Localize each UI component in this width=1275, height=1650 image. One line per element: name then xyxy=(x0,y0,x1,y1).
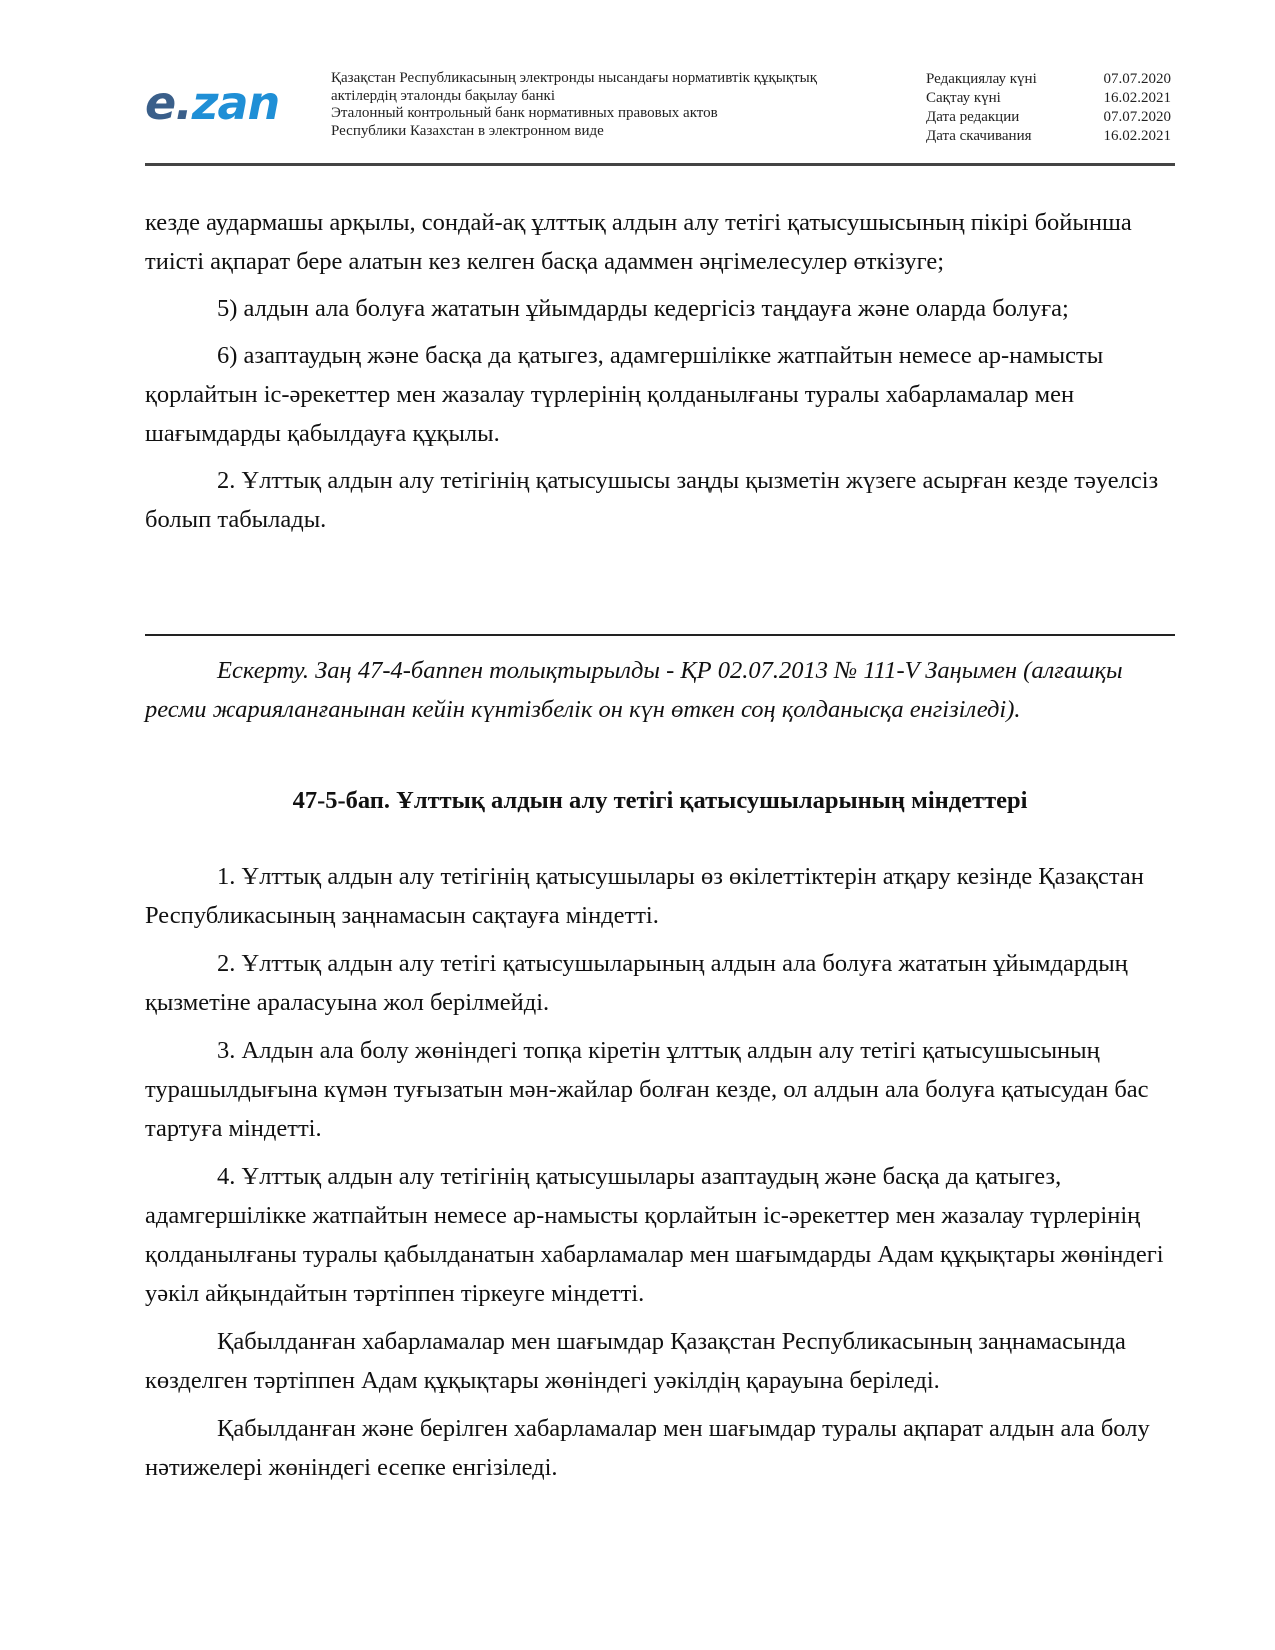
paragraph: Қабылданған және берілген хабарламалар мен шағымдар туралы ақпарат алдын ала болу нәтижелері жөніндегі есепке енгізіледі. xyxy=(145,1415,1150,1481)
header-desc-line: актілердің эталонды бақылау банкі xyxy=(331,87,555,104)
meta-value: 07.07.2020 xyxy=(1103,109,1171,125)
meta-row xyxy=(926,108,1171,127)
paragraph: 1. Ұлттық алдын алу тетігінің қатысушылары өз өкілеттіктерін атқару кезінде Қазақстан Республикасының заңнамасын сақтауға міндетті. xyxy=(145,863,1144,929)
header-desc-line: Қазақстан Республикасының электронды нысандағы нормативтік құқықтық xyxy=(331,70,818,86)
meta-row xyxy=(926,70,1171,89)
meta-label: Дата скачивания xyxy=(926,128,1032,144)
header-divider xyxy=(145,163,1175,166)
paragraph: кезде аудармашы арқылы, сондай-ақ ұлттық алдын алу тетігі қатысушысының пікірі бойынша тиісті ақпарат бере алатын кез келген басқа адаммен әңгімелесулер өткізуге; xyxy=(145,209,1132,275)
logo-e: e xyxy=(145,76,176,130)
header-description xyxy=(331,70,891,140)
meta-row xyxy=(926,127,1171,146)
body-section-top xyxy=(145,203,1175,539)
amendment-note xyxy=(145,651,1175,729)
header-desc-line: Республики Казахстан в электронном виде xyxy=(331,122,604,139)
paragraph: 2. Ұлттық алдын алу тетігі қатысушыларының алдын ала болуға жататын ұйымдардың қызметіне араласуына жол берілмейді. xyxy=(145,950,1128,1016)
meta-label: Сақтау күні xyxy=(926,90,1001,106)
meta-label: Редакциялау күні xyxy=(926,71,1037,87)
article-title-block xyxy=(145,781,1175,820)
note-text: Ескерту. Заң 47-4-баппен толықтырылды - ҚР 02.07.2013 № 111-V Заңымен (алғашқы ресми жарияланғанынан кейін күнтізбелік он күн өткен соң қолданысқа енгізіледі). xyxy=(145,657,1123,723)
logo-zan: zan xyxy=(191,76,280,130)
note-divider xyxy=(145,634,1175,636)
meta-value: 16.02.2021 xyxy=(1103,128,1171,144)
meta-row xyxy=(926,89,1171,108)
article-title: 47-5-бап. Ұлттық алдын алу тетігі қатысушыларының міндеттері xyxy=(292,787,1028,814)
paragraph: Қабылданған хабарламалар мен шағымдар Қазақстан Республикасының заңнамасында көзделген тәртіппен Адам құқықтары жөніндегі уәкілдің қарауына беріледі. xyxy=(145,1328,1126,1394)
meta-value: 07.07.2020 xyxy=(1103,71,1171,87)
paragraph: 6) азаптаудың және басқа да қатыгез, адамгершілікке жатпайтын немесе ар-намысты қорлайтын іс-әрекеттер мен жазалау түрлерінің қолданылғаны туралы хабарламалар мен шағымдарды қабылдауға құқылы. xyxy=(145,342,1104,447)
paragraph: 4. Ұлттық алдын алу тетігінің қатысушылары азаптаудың және басқа да қатыгез, адамгершілікке жатпайтын немесе ар-намысты қорлайтын іс-әрекеттер мен жазалау түрлерінің қолданылғаны туралы қабылданатын хабарламалар мен шағымдарды Адам құқықтары жөніндегі уәкіл айқындайтын тәртіппен тіркеуге міндетті. xyxy=(145,1163,1164,1307)
meta-value: 16.02.2021 xyxy=(1103,90,1171,106)
ezan-logo xyxy=(145,76,280,130)
article-body xyxy=(145,857,1175,1487)
paragraph: 3. Алдын ала болу жөніндегі топқа кіретін ұлттық алдын алу тетігі қатысушысының турашылдығына күмән туғызатын мән-жайлар болған кезде, ол алдын ала болуға қатысудан бас тартуға міндетті. xyxy=(145,1037,1149,1142)
header-desc-line: Эталонный контрольный банк нормативных правовых актов xyxy=(331,105,718,121)
header-meta xyxy=(926,70,1171,146)
paragraph: 2. Ұлттық алдын алу тетігінің қатысушысы заңды қызметін жүзеге асырған кезде тәуелсіз болып табылады. xyxy=(145,467,1159,533)
meta-label: Дата редакции xyxy=(926,109,1020,125)
paragraph: 5) алдын ала болуға жататын ұйымдарды кедергісіз таңдауға және оларда болуға; xyxy=(217,295,1069,322)
logo-dot: . xyxy=(175,76,192,130)
